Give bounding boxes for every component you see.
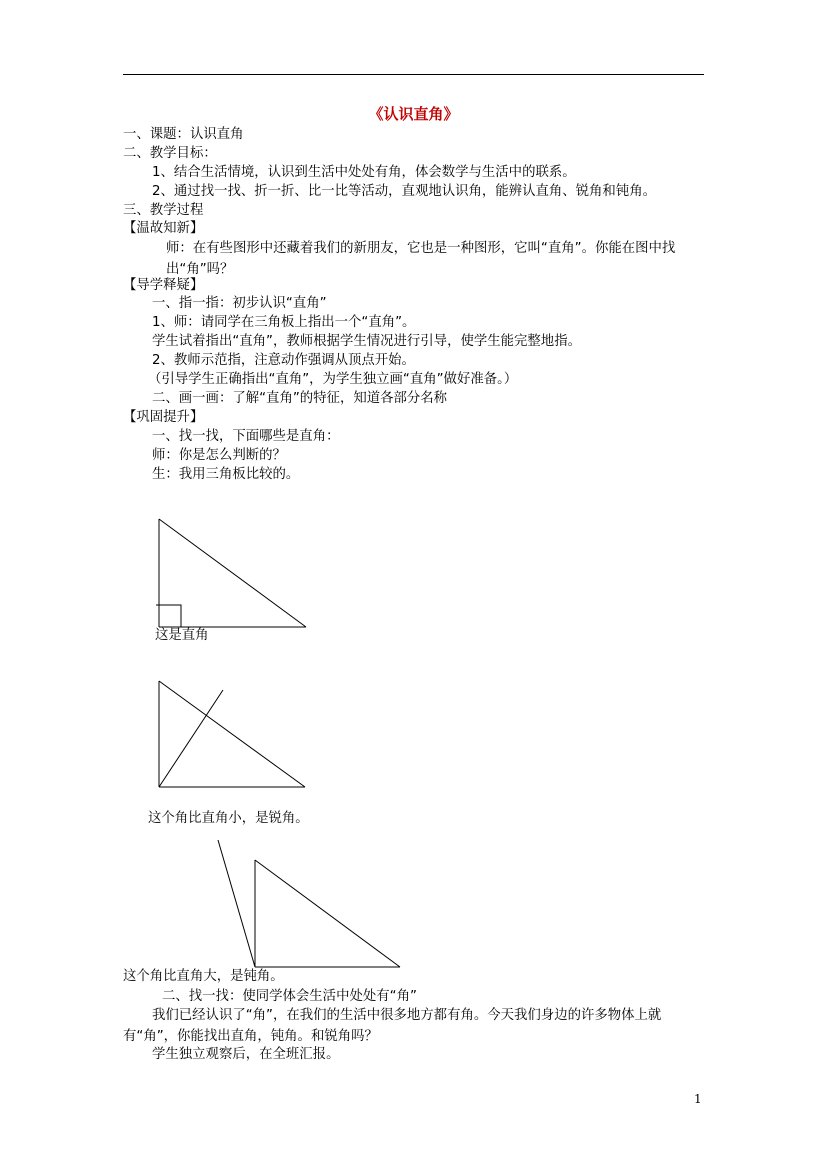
- obtuse-figure-hypotenuse: [255, 860, 400, 967]
- part2-line: 一、指一指：初步认识“直角”: [152, 296, 327, 311]
- part3-heading: 【巩固提升】: [123, 410, 204, 425]
- acute-angle-figure: [159, 681, 305, 787]
- part1-text: 师：在有些图形中还藏着我们的新朋友，它也是一种图形，它叫“直角”。你能在图中找出“角”吗？: [166, 241, 676, 277]
- right-angle-figure: [156, 519, 306, 627]
- obtuse-angle-ray: [218, 840, 255, 967]
- part3-line: 师：你是怎么判断的？: [152, 448, 286, 463]
- part2-line: 二、画一画：了解“直角”的特征，知道各部分名称: [152, 391, 448, 406]
- process-heading: 三、教学过程: [123, 203, 204, 218]
- acute-figure-hypotenuse: [159, 681, 305, 787]
- part2-line: 学生试着指出“直角”，教师根据学生情况进行引导，使学生能完整地指。: [152, 334, 581, 349]
- page-number: 1: [694, 1092, 702, 1106]
- part4-paragraph: 我们已经认识了“角”，在我们的生活中很多地方都有角。今天我们身边的许多物体上就有“角”，你能找出直角，钝角。和锐角吗？: [123, 1008, 662, 1044]
- part4-line: 二、找一找：使同学体会生活中处处有“角”: [162, 989, 417, 1004]
- right-angle-caption: 这是直角: [155, 628, 209, 643]
- obtuse-angle-figure: [218, 840, 400, 967]
- obtuse-angle-caption: 这个角比直角大，是钝角。: [123, 969, 284, 984]
- part4-line: 学生独立观察后，在全班汇报。: [152, 1047, 340, 1062]
- acute-angle-caption: 这个角比直角小，是锐角。: [148, 811, 309, 826]
- part3-line: 一、找一找，下面哪些是直角：: [152, 429, 340, 444]
- right-angle-marker: [156, 605, 181, 627]
- part2-line: （引导学生正确指出“直角”，为学生独立画“直角”做好准备。）: [148, 372, 518, 387]
- part2-heading: 【导学释疑】: [123, 278, 204, 293]
- goals-heading: 二、教学目标：: [123, 146, 217, 161]
- part2-line: 1、师：请同学在三角板上指出一个“直角”。: [152, 315, 416, 330]
- document-title: 《认识直角》: [368, 105, 459, 123]
- part2-line: 2、教师示范指，注意动作强调从顶点开始。: [152, 353, 415, 368]
- goal-1: 1、结合生活情境，认识到生活中处处有角，体会数学与生活中的联系。: [152, 165, 576, 180]
- part1-heading: 【温故知新】: [123, 221, 204, 236]
- part3-line: 生：我用三角板比较的。: [152, 467, 300, 482]
- goal-2: 2、通过找一找、折一折、比一比等活动，直观地认识角，能辨认直角、锐角和钝角。: [152, 184, 656, 199]
- topic-line: 一、课题：认识直角: [123, 127, 244, 142]
